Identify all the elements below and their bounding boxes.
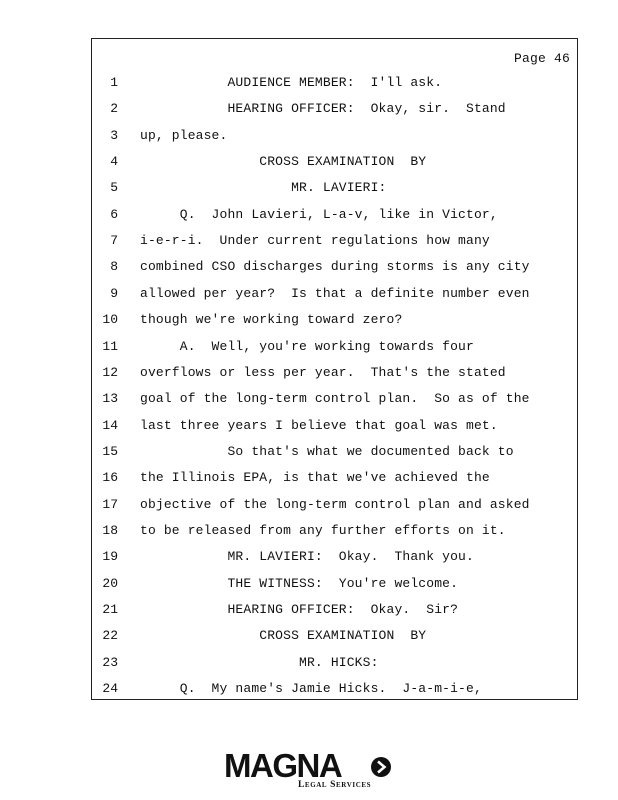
line-number: 22 [102,628,118,644]
line-number: 2 [110,101,118,117]
transcript-line [92,391,579,409]
transcript-line [92,418,579,436]
transcript-line [92,286,579,304]
line-number: 3 [110,127,118,143]
line-text: to be released from any further efforts on it. [140,522,506,538]
line-text: CROSS EXAMINATION BY [140,154,427,170]
line-number: 5 [110,180,118,196]
line-number: 15 [102,443,118,459]
line-number: 19 [102,549,118,565]
line-text: up, please. [140,127,228,143]
line-text: though we're working toward zero? [140,312,403,328]
line-text: Q. My name's Jamie Hicks. J-a-m-i-e, [140,681,482,697]
transcript-line [92,628,579,646]
line-text: MR. LAVIERI: [140,180,387,196]
arrow-circle-icon [370,756,392,778]
transcript-page [91,38,578,700]
transcript-line [92,180,579,198]
line-text: goal of the long-term control plan. So as of the [140,391,530,407]
logo-wordmark: MAGNA [224,747,342,784]
line-number: 24 [102,681,118,697]
line-text: HEARING OFFICER: Okay. Sir? [140,602,459,617]
page-number: Page 46 [513,51,570,66]
line-number: 1 [110,75,118,90]
transcript-line [92,128,579,146]
line-number: 10 [102,312,118,328]
transcript-line [92,655,579,673]
line-text: objective of the long-term control plan and asked [140,496,530,512]
line-text: overflows or less per year. That's the stated [140,364,506,380]
transcript-line [92,233,579,251]
line-text: i-e-r-i. Under current regulations how many [140,233,490,249]
line-number: 7 [110,233,118,249]
line-number: 8 [110,259,118,275]
line-text: CROSS EXAMINATION BY [140,628,427,644]
transcript-line [92,497,579,515]
line-text: allowed per year? Is that a definite number even [140,285,530,301]
transcript-line [92,101,579,119]
line-number: 13 [102,391,118,407]
line-text: combined CSO discharges during storms is any city [140,259,530,275]
transcript-line [92,470,579,488]
line-text: Q. John Lavieri, L-a-v, like in Victor, [140,206,498,222]
line-text: So that's what we documented back to [140,443,514,459]
line-text: last three years I believe that goal was met. [140,417,498,433]
line-number: 20 [102,575,118,591]
line-number: 9 [110,285,118,301]
transcript-line [92,602,579,620]
line-number: 17 [102,496,118,512]
line-text: THE WITNESS: You're welcome. [140,575,459,591]
logo-subtitle: Legal Services [298,780,372,790]
line-number: 12 [102,364,118,380]
transcript-line [92,207,579,225]
line-text: MR. LAVIERI: Okay. Thank you. [140,549,474,565]
transcript-line [92,576,579,594]
transcript-line [92,154,579,172]
transcript-line [92,549,579,567]
transcript-line [92,75,579,93]
transcript-line [92,681,579,699]
line-text: MR. HICKS: [140,654,379,670]
transcript-line [92,444,579,462]
transcript-line [92,365,579,383]
line-text: AUDIENCE MEMBER: I'll ask. [140,75,443,90]
magna-logo [224,748,396,792]
transcript-line [92,259,579,277]
line-number: 11 [102,338,118,354]
transcript-line [92,312,579,330]
line-number: 18 [102,522,118,538]
transcript-line [92,523,579,541]
line-number: 21 [102,602,118,617]
line-text: the Illinois EPA, is that we've achieved the [140,470,490,486]
line-number: 23 [102,654,118,670]
line-number: 6 [110,206,118,222]
line-number: 4 [110,154,118,170]
line-text: HEARING OFFICER: Okay, sir. Stand [140,101,506,117]
line-number: 14 [102,417,118,433]
line-number: 16 [102,470,118,486]
line-text: A. Well, you're working towards four [140,338,474,354]
transcript-line [92,339,579,357]
